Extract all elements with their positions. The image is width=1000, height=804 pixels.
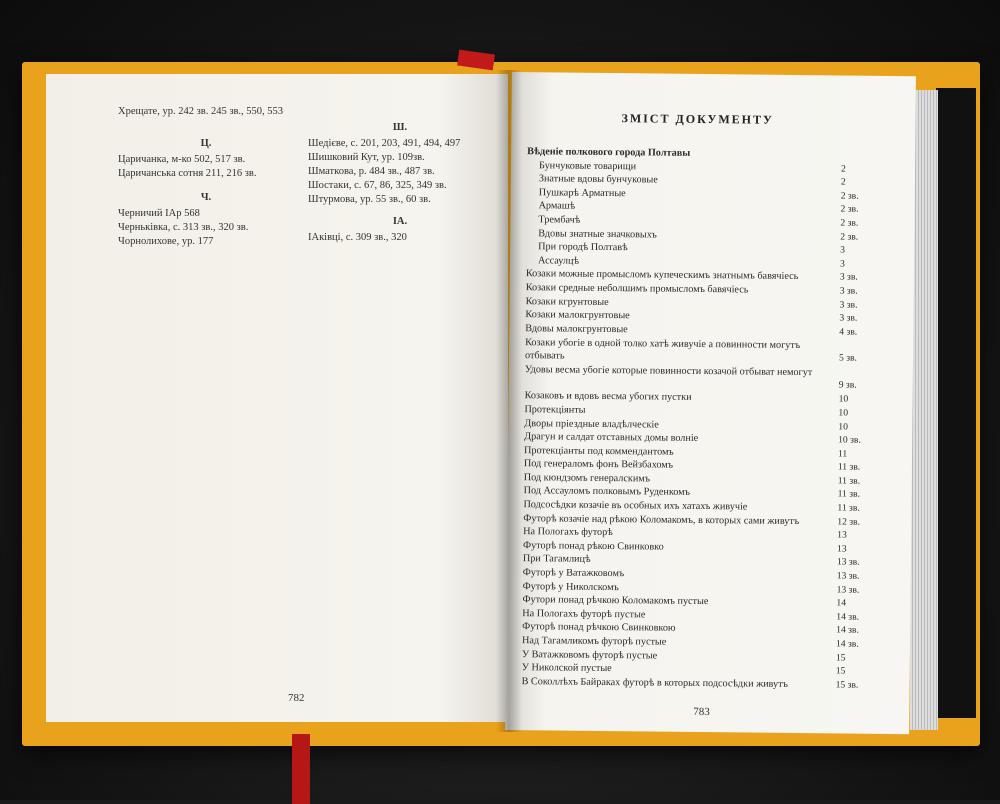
toc-page: 3 xyxy=(840,244,846,256)
toc-page: 15 зв. xyxy=(835,679,859,691)
toc-label: Под Ассауломъ полковымъ Руденкомъ xyxy=(523,485,690,499)
toc-page: 14 xyxy=(836,597,847,609)
toc-label: Козаки убогіе в одной толко хатѣ живучіе а повинности могутъ отбывать xyxy=(524,337,801,362)
toc-page: 11 зв. xyxy=(837,502,860,514)
toc-page: 13 зв. xyxy=(836,556,860,569)
toc-page: 14 зв. xyxy=(836,624,859,637)
toc-page: 13 зв. xyxy=(836,570,860,582)
cover-inner-dark xyxy=(936,88,976,718)
toc-label: Трембачѣ xyxy=(538,214,581,226)
index-entry: Черньківка, с. 313 зв., 320 зв. xyxy=(118,222,249,233)
toc-page: 2 зв. xyxy=(840,190,859,202)
toc-label: Протекціанты под коммендантомъ xyxy=(523,444,674,458)
toc-page: 3 зв. xyxy=(839,271,858,283)
index-entry: Хрещате, ур. 242 зв. 245 зв., 550, 553 xyxy=(118,106,284,117)
index-letter: Ч. xyxy=(200,192,212,203)
toc-page: 4 зв. xyxy=(839,326,858,338)
toc-label: Дворы пріездные владѣлческіе xyxy=(524,417,659,431)
toc-label: Армашѣ xyxy=(538,200,576,213)
toc-list xyxy=(521,146,861,693)
toc-label: Под генераломъ фонъ Вейзбахомъ xyxy=(523,458,674,471)
toc-page: 15 xyxy=(835,665,846,677)
toc-page: 14 зв. xyxy=(835,638,859,650)
toc-label: Футорѣ козачіе над рѣкою Коломакомъ, в которых сами живутъ xyxy=(523,512,800,527)
toc-page: 11 xyxy=(837,448,848,460)
toc-row xyxy=(525,363,855,393)
toc-page: 13 xyxy=(836,543,847,555)
index-letter: Ц. xyxy=(200,138,212,149)
toc-title: ЗМІСТ ДОКУМЕНТУ xyxy=(621,111,774,127)
index-entry: Шостаки, с. 67, 86, 325, 349 зв. xyxy=(308,180,447,191)
toc-label: На Пологахъ футорѣ пустые xyxy=(522,607,646,621)
index-entry: Царичанка, м-ко 502, 517 зв. xyxy=(118,154,246,165)
toc-label: При Тагамлицѣ xyxy=(522,553,591,566)
toc-page: 13 xyxy=(837,529,847,541)
toc-page: 3 зв. xyxy=(839,298,858,311)
toc-page: 14 зв. xyxy=(836,611,860,623)
toc-label: Козаки малокгрунтовые xyxy=(525,309,630,322)
toc-page: 3 зв. xyxy=(839,312,858,324)
toc-page: 2 зв. xyxy=(840,231,859,243)
index-entry: Чорнолихове, ур. 177 xyxy=(118,236,214,247)
toc-label: Над Тагамликомъ футорѣ пустые xyxy=(521,635,667,648)
index-entry: Шишковий Кут, ур. 109зв. xyxy=(308,152,425,163)
toc-label: Козаковъ и вдовъ весма убогих пустки xyxy=(524,390,692,404)
toc-page: 13 зв. xyxy=(836,584,860,596)
toc-label: Футорѣ у Ватажковомъ xyxy=(522,567,625,580)
index-entry: Царичанська сотня 211, 216 зв. xyxy=(118,168,257,179)
toc-page: 2 зв. xyxy=(840,203,859,216)
toc-label: Бунчуковые товарищи xyxy=(538,159,637,172)
toc-label: Футорѣ понад рѣкою Свинковко xyxy=(522,539,664,553)
index-entry: Штурмова, ур. 55 зв., 60 зв. xyxy=(308,194,431,205)
toc-label: Драгун и салдат отставных домы волніе xyxy=(524,431,699,445)
right-page xyxy=(505,72,916,734)
toc-label: Футорѣ у Николскомъ xyxy=(522,580,619,593)
toc-label: Козаки средные неболшимъ промысломъ бавячiесь xyxy=(525,282,749,296)
toc-page: 3 xyxy=(839,258,845,270)
page-number: 783 xyxy=(693,705,710,719)
page-number: 782 xyxy=(288,692,305,704)
toc-label: Под кюндзомъ генералскимъ xyxy=(523,472,651,485)
toc-label: Футорѣ понад рѣчкою Свинковкою xyxy=(522,621,676,635)
toc-label: У Ватажковомъ футорѣ пустые xyxy=(521,648,658,662)
toc-page: 9 зв. xyxy=(838,379,857,391)
left-page xyxy=(46,74,508,722)
toc-page: 10 xyxy=(838,420,848,433)
toc-label: В Соколлѣхъ Байраках футорѣ в которых подсосѣдки живутъ xyxy=(521,675,788,690)
bookmark-ribbon xyxy=(292,734,310,804)
toc-label: Козаки кгрунтовые xyxy=(525,295,609,308)
index-letter: ІА. xyxy=(392,216,408,227)
toc-page: 2 зв. xyxy=(840,217,859,229)
toc-page: 11 зв. xyxy=(837,461,861,473)
toc-label: У Николской пустые xyxy=(521,662,612,675)
toc-label: Знатные вдовы бунчуковые xyxy=(538,173,658,186)
toc-row xyxy=(525,336,855,366)
toc-page: 10 xyxy=(838,393,849,405)
toc-label: На Пологахъ футорѣ xyxy=(523,526,613,539)
toc-label: Протекціянты xyxy=(524,404,586,416)
toc-page: 3 зв. xyxy=(839,285,858,297)
toc-page: 10 зв. xyxy=(838,434,861,446)
toc-label: Вѣденіе полкового города Полтавы xyxy=(527,146,691,159)
toc-label: Козаки можные промысломъ купеческимъ знатнымъ бавячiесь xyxy=(525,268,799,283)
toc-page: 11 зв. xyxy=(837,475,861,487)
toc-page: 11 зв. xyxy=(837,488,861,501)
toc-label: Вдовы малокгрунтовые xyxy=(525,322,628,335)
index-entry: ІАківці, с. 309 зв., 320 xyxy=(308,232,407,243)
index-entry: Черничий ІАр 568 xyxy=(118,208,200,219)
toc-page: 2 xyxy=(840,163,846,175)
toc-page: 15 xyxy=(835,652,846,664)
toc-page: 2 xyxy=(840,176,846,188)
toc-page: 10 xyxy=(838,407,849,419)
toc-label: Футори понад рѣчкою Коломакомъ пустые xyxy=(522,594,709,608)
toc-page: 12 зв. xyxy=(837,516,861,528)
toc-label: При городѣ Полтавѣ xyxy=(538,241,628,254)
spine-shadow xyxy=(496,70,522,732)
toc-page: 5 зв. xyxy=(838,352,857,364)
index-entry: Шедієве, с. 201, 203, 491, 494, 497 xyxy=(308,138,461,149)
index-letter: Ш. xyxy=(392,122,408,133)
toc-label: Удовы весма убогіе которые повинности козачой отбыват немогут xyxy=(524,364,813,379)
toc-row xyxy=(521,675,859,693)
toc-label: Подсосѣдки козачіе въ особных ихъ хатахъ живучіе xyxy=(523,499,748,513)
index-entry: Шматкова, р. 484 зв., 487 зв. xyxy=(308,166,435,177)
toc-label: Пушкарѣ Арматные xyxy=(538,187,626,199)
toc-label: Ассаулцѣ xyxy=(537,255,580,267)
toc-label: Вдовы знатные значковыхъ xyxy=(538,227,657,241)
